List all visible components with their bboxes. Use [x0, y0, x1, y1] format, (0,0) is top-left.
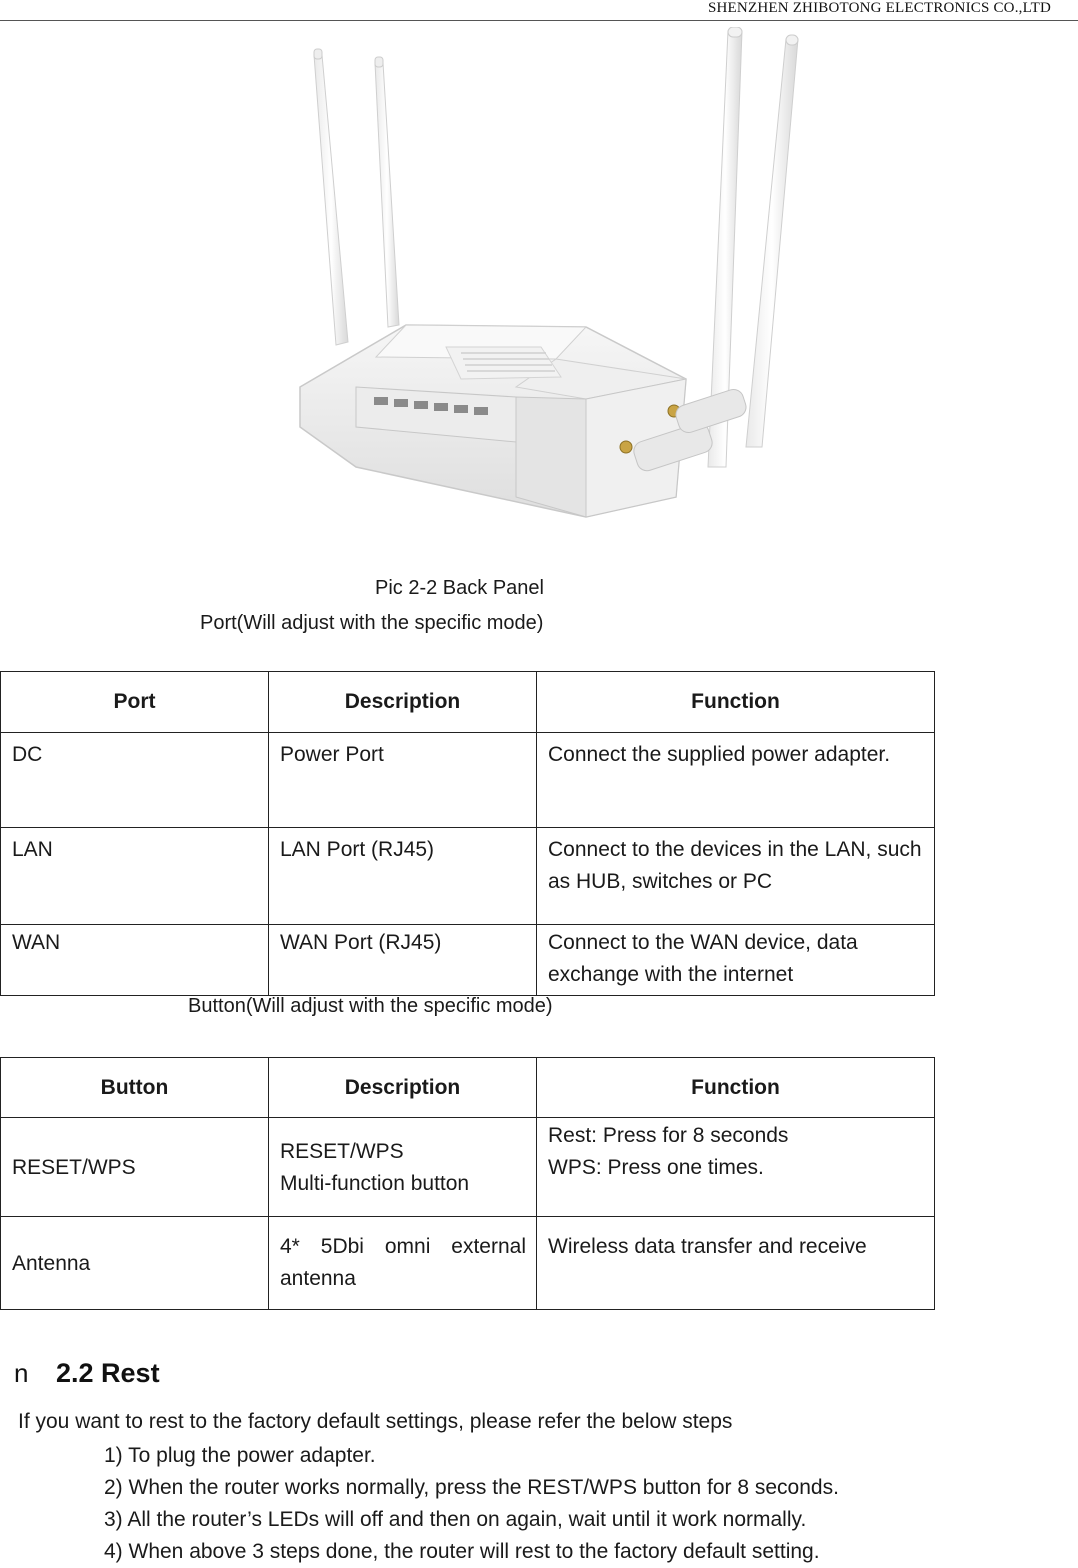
column-header: Port	[1, 672, 269, 733]
column-header: Function	[537, 672, 935, 733]
table-row	[1, 1217, 935, 1310]
table-cell: Rest: Press for 8 seconds WPS: Press one times.	[537, 1118, 935, 1217]
port-table	[0, 671, 935, 996]
table-cell: Connect to the devices in the LAN, such as HUB, switches or PC	[537, 828, 935, 925]
column-header: Button	[1, 1058, 269, 1118]
table-row	[1, 925, 935, 996]
page-header	[0, 0, 1078, 21]
table-cell: WAN Port (RJ45)	[269, 925, 537, 996]
list-item: 2) When the router works normally, press the REST/WPS button for 8 seconds.	[104, 1476, 839, 1499]
table-cell: LAN	[1, 828, 269, 925]
table-header-row	[1, 1058, 935, 1118]
table-cell: RESET/WPS Multi-function button	[269, 1118, 537, 1217]
table-cell: WAN	[1, 925, 269, 996]
table-cell: Antenna	[1, 1217, 269, 1310]
figure-caption: Pic 2-2 Back Panel	[375, 577, 544, 599]
port-section-title: Port(Will adjust with the specific mode)	[200, 612, 544, 634]
column-header: Description	[269, 1058, 537, 1118]
table-cell: DC	[1, 733, 269, 828]
table-cell: LAN Port (RJ45)	[269, 828, 537, 925]
table-cell: Power Port	[269, 733, 537, 828]
column-header: Function	[537, 1058, 935, 1118]
table-row	[1, 828, 935, 925]
rest-intro: If you want to rest to the factory default settings, please refer the below steps	[18, 1410, 733, 1433]
rest-steps-list	[104, 1440, 839, 1568]
table-cell: Wireless data transfer and receive	[537, 1217, 935, 1310]
list-item: 3) All the router’s LEDs will off and then on again, wait until it work normally.	[104, 1508, 807, 1531]
table-header-row	[1, 672, 935, 733]
button-table	[0, 1057, 935, 1310]
table-cell: Connect to the WAN device, data exchange with the internet	[537, 925, 935, 996]
company-name: SHENZHEN ZHIBOTONG ELECTRONICS CO.,LTD	[707, 0, 1051, 16]
table-cell: Connect the supplied power adapter.	[537, 733, 935, 828]
router-back-panel-image	[256, 27, 830, 539]
table-cell: RESET/WPS	[1, 1118, 269, 1217]
list-item: 4) When above 3 steps done, the router will rest to the factory default setting.	[104, 1540, 820, 1563]
button-section-title: Button(Will adjust with the specific mode)	[188, 995, 553, 1017]
section-title: 2.2 Rest	[56, 1358, 160, 1388]
rest-section-heading	[14, 1358, 160, 1389]
column-header: Description	[269, 672, 537, 733]
bullet-marker: n	[14, 1358, 29, 1388]
list-item: 1) To plug the power adapter.	[104, 1444, 376, 1467]
table-cell: 4* 5Dbi omni external antenna	[269, 1217, 537, 1310]
table-row	[1, 733, 935, 828]
table-row	[1, 1118, 935, 1217]
